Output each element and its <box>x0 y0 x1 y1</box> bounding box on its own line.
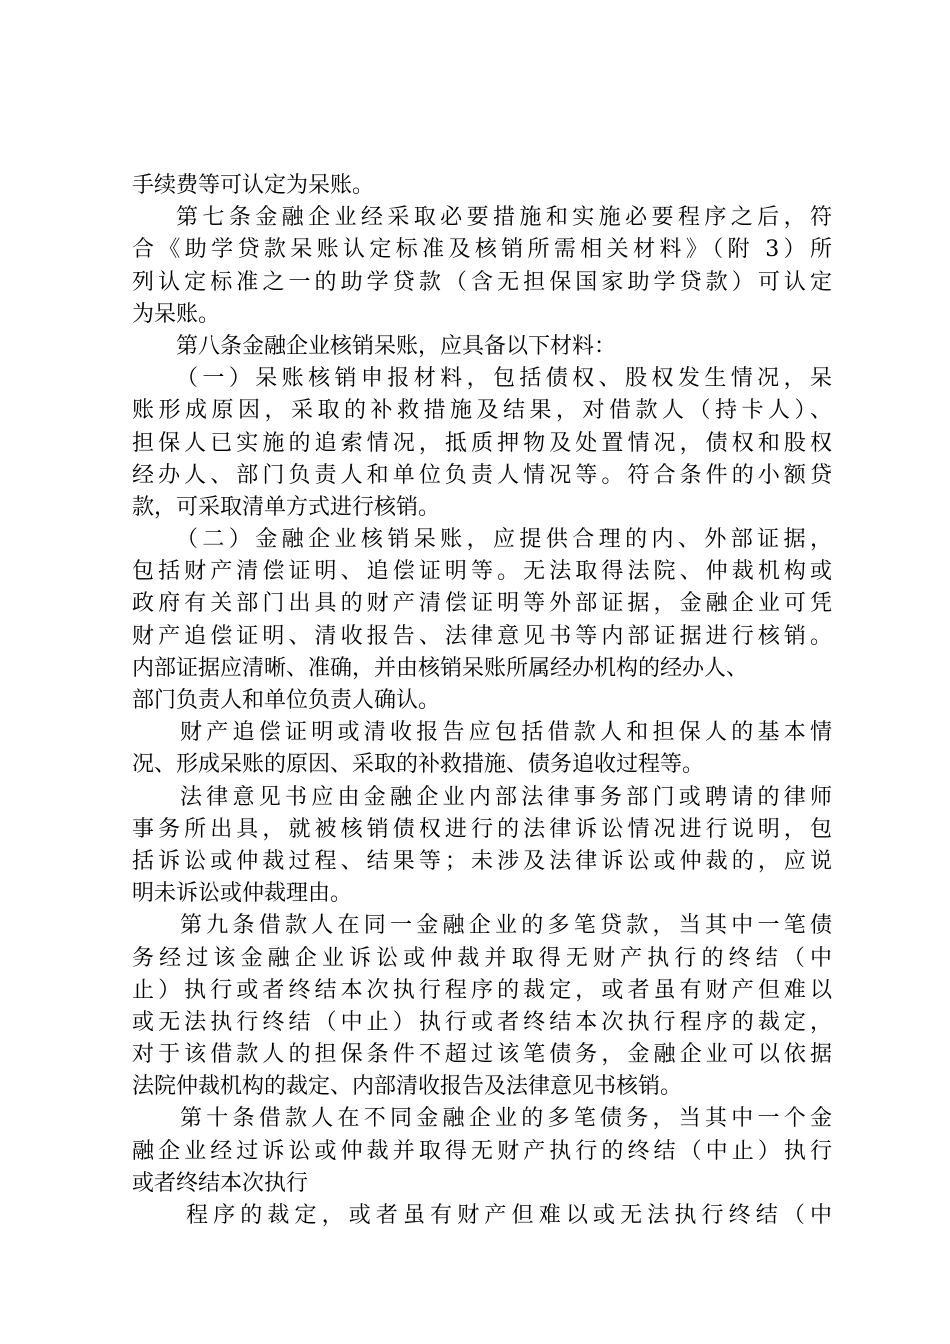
text-line: 手续费等可认定为呆账。 <box>132 173 375 198</box>
text-line: 为呆账。 <box>132 301 221 327</box>
text-line: 事务所出具，就被核销债权进行的法律诉讼情况进行说明，包 <box>132 816 832 842</box>
text-line: 财产追偿证明或清收报告应包括借款人和担保人的基本情 <box>180 720 832 746</box>
text-line: 部门负责人和单位负责人确认。 <box>132 688 441 713</box>
text-line: 或者终结本次执行 <box>132 1170 309 1196</box>
text-line: 包括财产清偿证明、追偿证明等。无法取得法院、仲裁机构或 <box>132 559 832 585</box>
text-line: 第十条借款人在不同金融企业的多笔债务，当其中一个金 <box>180 1106 832 1132</box>
text-line: 止）执行或者终结本次执行程序的裁定，或者虽有财产但难以 <box>132 977 832 1003</box>
text-line: 款，可采取清单方式进行核销。 <box>132 494 441 520</box>
text-line: 经办人、部门负责人和单位负责人情况等。符合条件的小额贷 <box>132 462 832 488</box>
text-line: （一）呆账核销申报材料，包括债权、股权发生情况，呆 <box>176 366 832 392</box>
text-line: 担保人已实施的追索情况，抵质押物及处置情况，债权和股权 <box>132 430 832 456</box>
text-line: 或无法执行终结（中止）执行或者终结本次执行程序的裁定， <box>132 1009 832 1035</box>
text-line: 合《助学贷款呆账认定标准及核销所需相关材料》（附 3）所 <box>132 237 832 263</box>
text-line: 务经过该金融企业诉讼或仲裁并取得无财产执行的终结（中 <box>132 945 832 971</box>
text-line: 列认定标准之一的助学贷款（含无担保国家助学贷款）可认定 <box>132 269 832 295</box>
text-line: 融企业经过诉讼或仲裁并取得无财产执行的终结（中止）执行 <box>132 1138 832 1164</box>
text-line: 第七条金融企业经采取必要措施和实施必要程序之后，符 <box>176 205 832 231</box>
text-line: 政府有关部门出具的财产清偿证明等外部证据，金融企业可凭 <box>132 591 832 617</box>
text-line: 账形成原因，采取的补救措施及结果，对借款人（持卡人）、 <box>132 398 832 424</box>
text-line: 明未诉讼或仲裁理由。 <box>132 881 353 907</box>
text-line: 财产追偿证明、清收报告、法律意见书等内部证据进行核销。 <box>132 623 832 649</box>
text-line: 况、形成呆账的原因、采取的补救措施、债务追收过程等。 <box>132 752 705 778</box>
text-line: 法律意见书应由金融企业内部法律事务部门或聘请的律师 <box>180 784 832 810</box>
text-line: 括诉讼或仲裁过程、结果等；未涉及法律诉讼或仲裁的，应说 <box>132 848 832 874</box>
text-line: （二）金融企业核销呆账，应提供合理的内、外部证据， <box>176 527 832 553</box>
text-line: 对于该借款人的担保条件不超过该笔债务，金融企业可以依据 <box>132 1042 832 1068</box>
text-line: 法院仲裁机构的裁定、内部清收报告及法律意见书核销。 <box>132 1074 683 1100</box>
text-line: 程序的裁定，或者虽有财产但难以或无法执行终结（中 <box>186 1203 832 1228</box>
body-text <box>132 170 832 1232</box>
text-line: 第八条金融企业核销呆账，应具备以下材料： <box>176 333 617 359</box>
text-line: 内部证据应清晰、准确，并由核销呆账所属经办机构的经办人、 <box>132 655 749 681</box>
text-line: 第九条借款人在同一金融企业的多笔贷款，当其中一笔债 <box>180 913 832 939</box>
